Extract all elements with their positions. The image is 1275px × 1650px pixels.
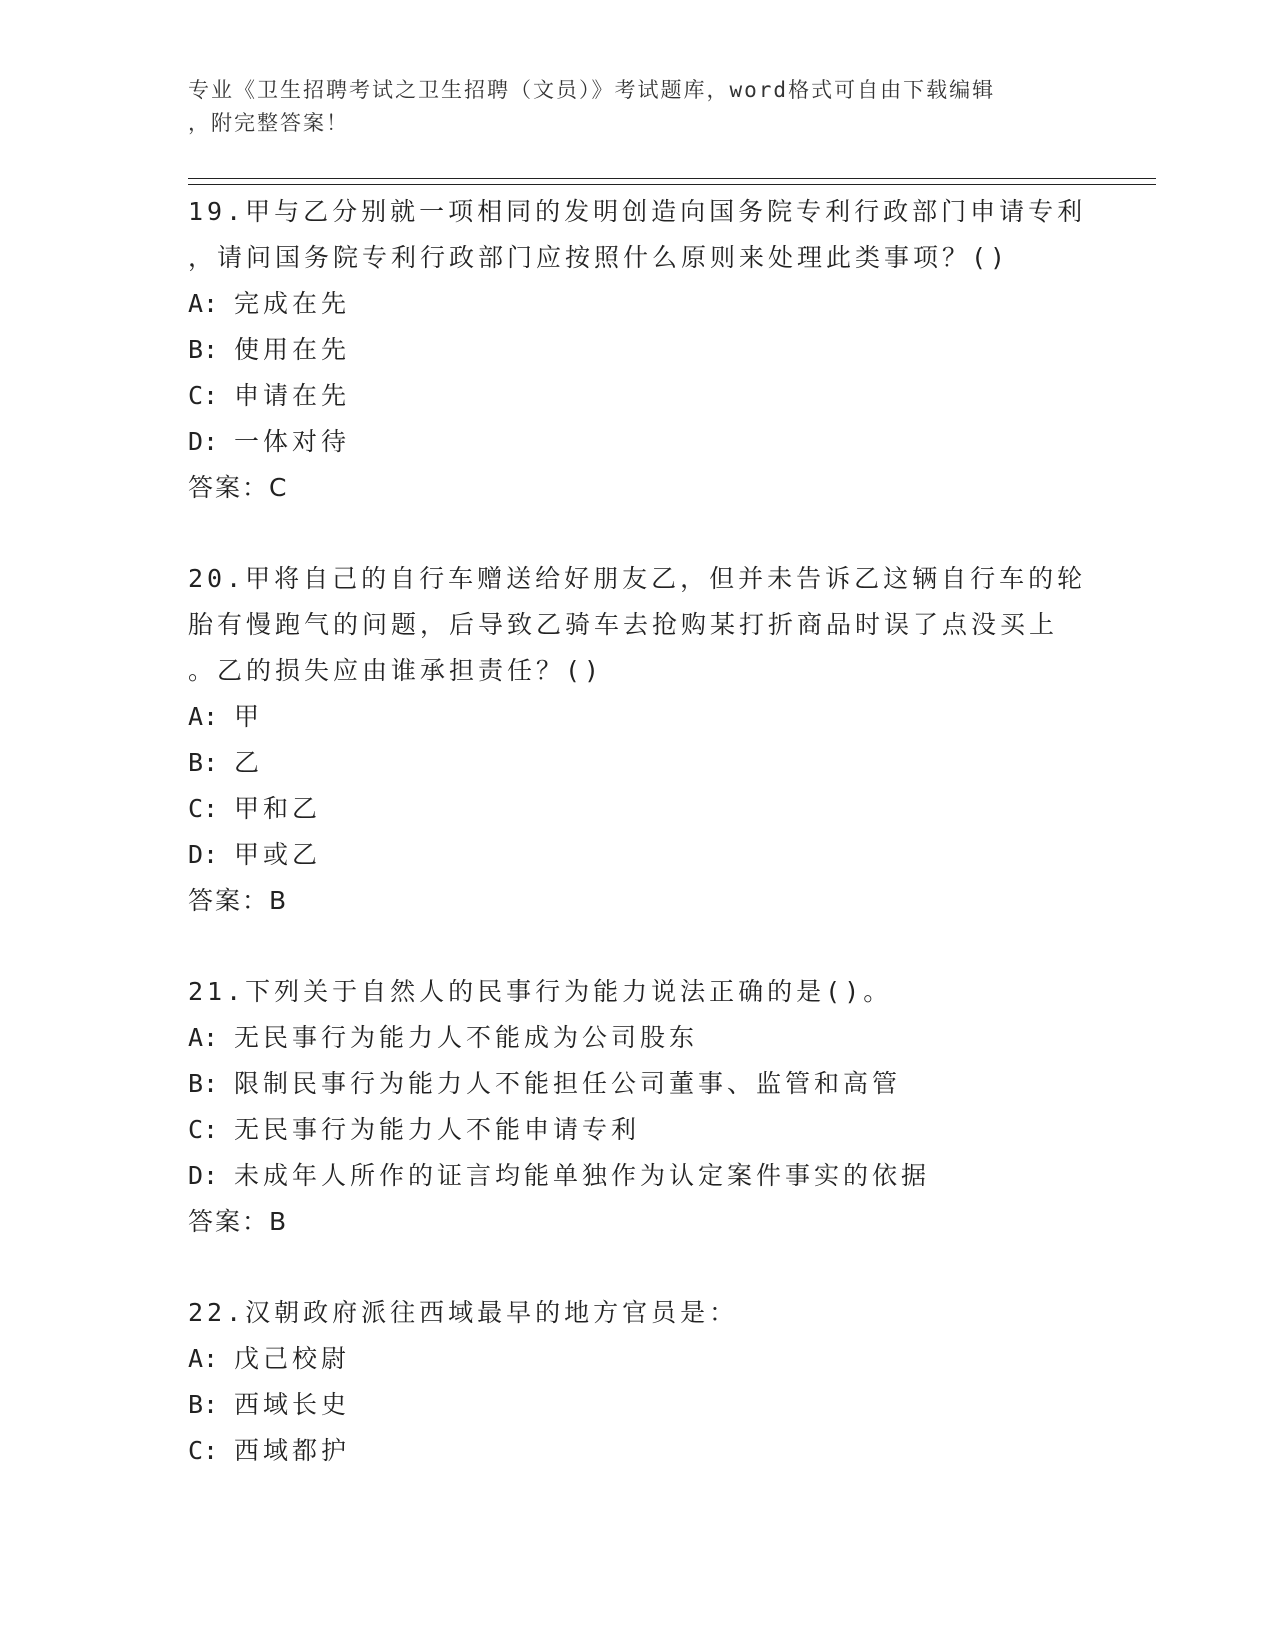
- option-text: 限制民事行为能力人不能担任公司董事、监管和高管: [234, 1069, 902, 1098]
- option-letter: B:: [188, 748, 219, 777]
- option-b: [188, 1382, 1088, 1428]
- option-letter: C:: [188, 381, 219, 410]
- option-letter: B:: [188, 1069, 219, 1098]
- option-letter: D:: [188, 427, 219, 456]
- option-c: [188, 1428, 1088, 1474]
- question-21: [188, 969, 1088, 1245]
- option-c: [188, 786, 1088, 832]
- option-letter: C:: [188, 1436, 219, 1465]
- question-stem-line: 19.甲与乙分别就一项相同的发明创造向国务院专利行政部门申请专利: [188, 197, 1087, 226]
- option-letter: B:: [188, 335, 219, 364]
- option-c: [188, 373, 1088, 419]
- question-stem-line: 20.甲将自己的自行车赠送给好朋友乙，但并未告诉乙这辆自行车的轮: [188, 564, 1087, 593]
- option-letter: C:: [188, 794, 219, 823]
- option-b: [188, 327, 1088, 373]
- question-stem-line: ，请问国务院专利行政部门应按照什么原则来处理此类事项？(): [188, 243, 1010, 272]
- header-line-2: ，附完整答案！: [188, 111, 349, 135]
- option-d: [188, 832, 1088, 878]
- option-a: [188, 694, 1088, 740]
- answer-label: 答案：C: [188, 473, 289, 502]
- question-20: [188, 556, 1088, 924]
- option-d: [188, 1153, 1088, 1199]
- option-b: [188, 740, 1088, 786]
- option-text: 乙: [234, 748, 264, 777]
- option-text: 使用在先: [234, 335, 351, 364]
- question-stem: [188, 1290, 1088, 1336]
- option-letter: A:: [188, 1344, 219, 1373]
- question-stem: [188, 556, 1088, 694]
- option-text: 戊己校尉: [234, 1344, 351, 1373]
- answer-label: 答案：B: [188, 886, 289, 915]
- question-stem: [188, 969, 1088, 1015]
- header-line-1: 专业《卫生招聘考试之卫生招聘（文员）》考试题库，word格式可自由下载编辑: [188, 78, 996, 102]
- option-a: [188, 1015, 1088, 1061]
- question-19: [188, 189, 1088, 511]
- answer-label: 答案：B: [188, 1207, 289, 1236]
- question-stem-line: 21.下列关于自然人的民事行为能力说法正确的是()。: [188, 977, 893, 1006]
- question-stem: [188, 189, 1088, 281]
- option-letter: B:: [188, 1390, 219, 1419]
- option-text: 甲或乙: [234, 840, 322, 869]
- option-text: 申请在先: [234, 381, 351, 410]
- document-header: [188, 74, 1068, 140]
- header-divider-bottom: [188, 184, 1156, 185]
- option-a: [188, 1336, 1088, 1382]
- option-letter: A:: [188, 702, 219, 731]
- option-d: [188, 419, 1088, 465]
- question-list: [188, 189, 1088, 1519]
- option-text: 无民事行为能力人不能申请专利: [234, 1115, 641, 1144]
- option-letter: D:: [188, 840, 219, 869]
- option-c: [188, 1107, 1088, 1153]
- option-text: 无民事行为能力人不能成为公司股东: [234, 1023, 699, 1052]
- question-22: [188, 1290, 1088, 1474]
- option-letter: C:: [188, 1115, 219, 1144]
- option-text: 未成年人所作的证言均能单独作为认定案件事实的依据: [234, 1161, 931, 1190]
- question-stem-line: 。乙的损失应由谁承担责任？(): [188, 656, 604, 685]
- option-letter: D:: [188, 1161, 219, 1190]
- option-text: 西域都护: [234, 1436, 351, 1465]
- question-stem-line: 22.汉朝政府派往西域最早的地方官员是：: [188, 1298, 739, 1327]
- option-letter: A:: [188, 289, 219, 318]
- option-text: 甲和乙: [234, 794, 322, 823]
- option-text: 一体对待: [234, 427, 351, 456]
- option-text: 完成在先: [234, 289, 351, 318]
- option-letter: A:: [188, 1023, 219, 1052]
- option-a: [188, 281, 1088, 327]
- header-divider-top: [188, 178, 1156, 179]
- question-stem-line: 胎有慢跑气的问题，后导致乙骑车去抢购某打折商品时误了点没买上: [188, 610, 1059, 639]
- option-text: 西域长史: [234, 1390, 351, 1419]
- option-b: [188, 1061, 1088, 1107]
- option-text: 甲: [234, 702, 264, 731]
